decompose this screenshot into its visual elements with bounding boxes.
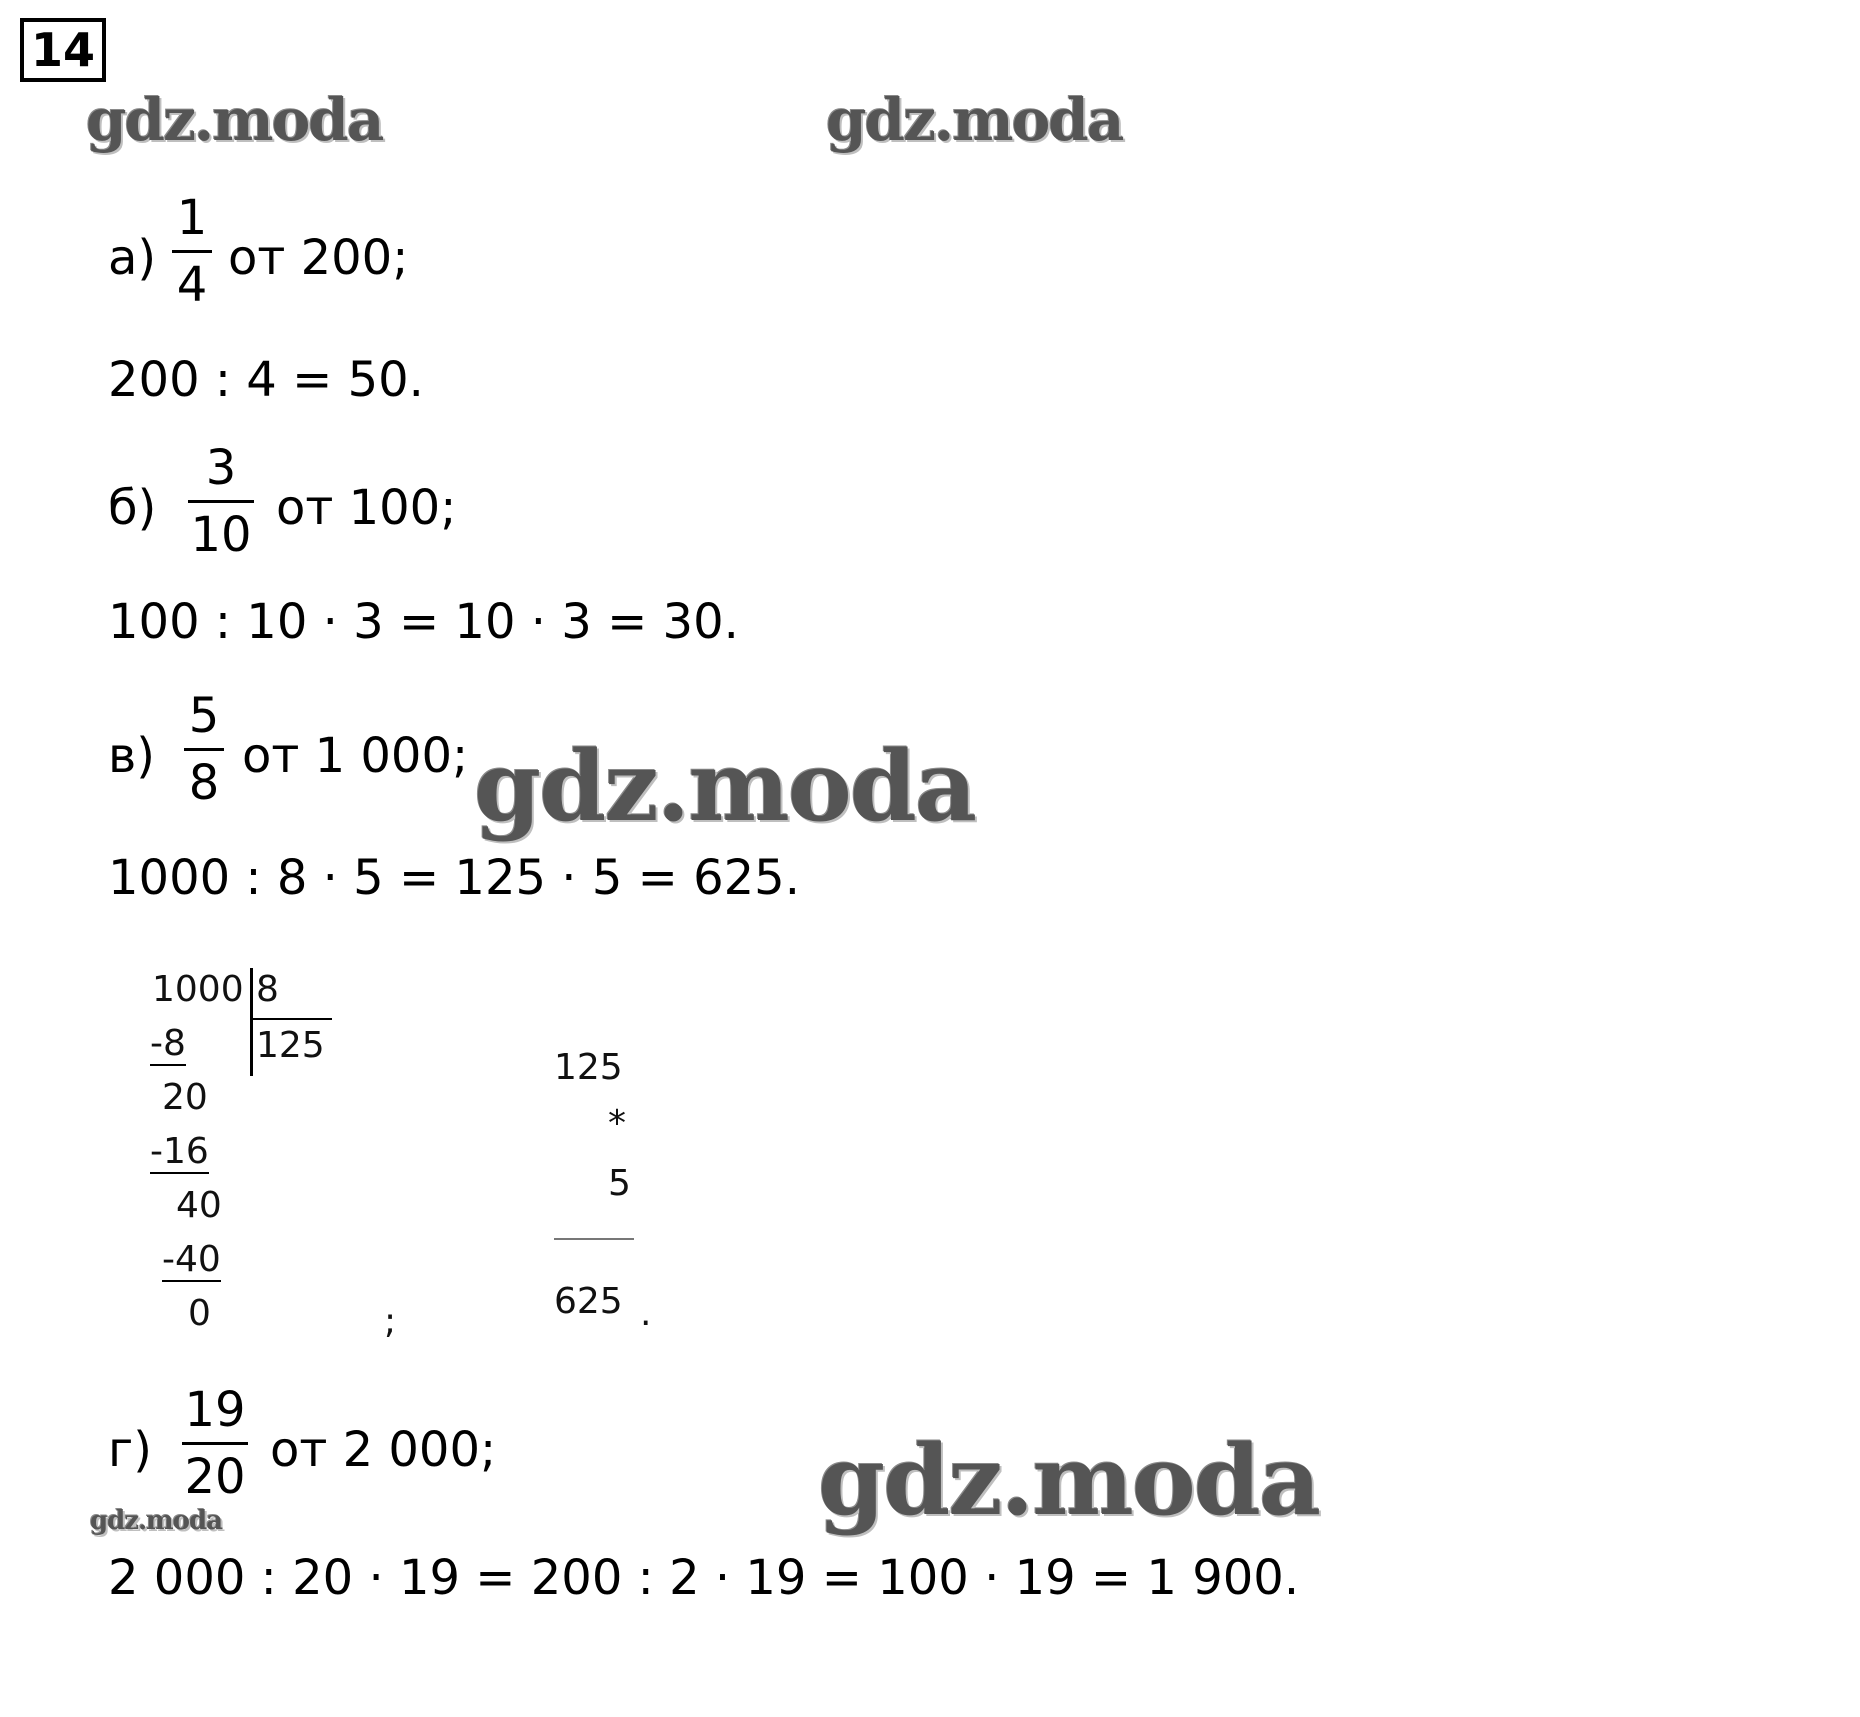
fraction-denominator: 10	[190, 507, 252, 563]
fraction-denominator: 8	[188, 755, 220, 811]
part-g-label: г)	[108, 1422, 152, 1478]
fraction-numerator: 5	[188, 688, 220, 744]
watermark-small: gdz.moda	[90, 1506, 223, 1536]
part-g-text: от 2 000;	[270, 1422, 497, 1478]
watermark-center: gdz.moda	[474, 730, 976, 843]
part-a-solution: 200 : 4 = 50.	[108, 352, 424, 408]
fraction-denominator: 4	[176, 257, 208, 313]
division-step: -8	[150, 1023, 186, 1064]
fraction-bar	[172, 250, 212, 253]
part-a-text: от 200;	[228, 230, 409, 286]
multiplication-top: 125	[554, 1047, 623, 1088]
division-divisor: 8	[256, 969, 279, 1010]
part-a-fraction	[172, 190, 212, 313]
fraction-denominator: 20	[184, 1449, 246, 1505]
division-end-mark: ;	[384, 1301, 397, 1342]
multiplication-line	[554, 1238, 634, 1240]
part-g-fraction	[182, 1382, 248, 1505]
division-step: -40	[162, 1239, 221, 1280]
part-a-label: а)	[108, 230, 157, 286]
fraction-numerator: 19	[184, 1382, 246, 1438]
watermark-top-center: gdz.moda	[826, 86, 1123, 154]
part-g-solution: 2 000 : 20 · 19 = 200 : 2 · 19 = 100 · 19 = 1 900.	[108, 1550, 1300, 1606]
fraction-bar	[184, 748, 224, 751]
fraction-numerator: 3	[205, 440, 237, 496]
part-b-fraction	[188, 440, 254, 563]
part-v-text: от 1 000;	[242, 728, 469, 784]
fraction-bar	[188, 500, 254, 503]
part-b-label: б)	[108, 480, 157, 536]
multiplication-end-mark: .	[640, 1293, 652, 1334]
multiplication-bottom: 5	[608, 1163, 631, 1204]
division-step: -16	[150, 1131, 209, 1172]
part-b-text: от 100;	[276, 480, 457, 536]
division-quotient: 125	[256, 1025, 325, 1066]
division-horizontal-line	[252, 1018, 332, 1020]
watermark-bottom-right: gdz.moda	[818, 1424, 1320, 1537]
multiplication-operator: *	[608, 1103, 626, 1144]
watermark-top-left: gdz.moda	[86, 86, 383, 154]
division-step: 40	[176, 1185, 222, 1226]
division-step: 0	[188, 1293, 211, 1334]
division-vertical-line	[250, 968, 253, 1076]
part-v-fraction	[184, 688, 224, 811]
division-dividend: 1000	[152, 969, 244, 1010]
multiplication-result: 625	[554, 1281, 623, 1322]
part-v-solution: 1000 : 8 · 5 = 125 · 5 = 625.	[108, 850, 800, 906]
fraction-numerator: 1	[176, 190, 208, 246]
part-b-solution: 100 : 10 · 3 = 10 · 3 = 30.	[108, 594, 739, 650]
fraction-bar	[182, 1442, 248, 1445]
part-v-label: в)	[108, 728, 156, 784]
task-number-badge: 14	[20, 18, 106, 82]
division-step: 20	[162, 1077, 208, 1118]
